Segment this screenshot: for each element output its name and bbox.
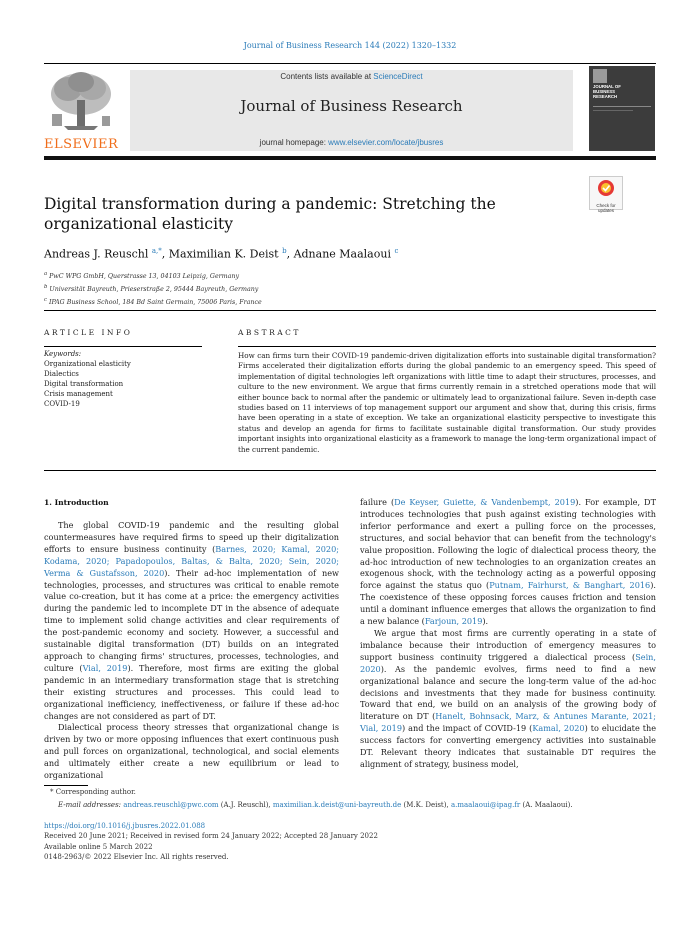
text-run: failure ( — [360, 497, 395, 507]
author-sup[interactable]: b — [282, 247, 287, 255]
article-info-heading: ARTICLE INFO — [44, 328, 133, 337]
tree-icon — [44, 70, 118, 132]
author-name: Maximilian K. Deist — [168, 247, 279, 261]
citation-link[interactable]: Putnam, Fairhurst, & Banghart, 2016 — [489, 580, 651, 591]
citation-link[interactable]: De Keyser, Guiette, & Vandenbempt, 2019 — [394, 497, 576, 507]
journal-citation[interactable]: Journal of Business Research 144 (2022) 1320–1332 — [243, 41, 457, 50]
check-updates-icon — [590, 177, 622, 199]
publisher-name: ELSEVIER — [44, 137, 119, 152]
affiliations — [44, 269, 262, 308]
affiliation-text: IPAG Business School, 184 Bd Saint Germain, 75006 Paris, France — [48, 299, 262, 307]
section-heading: 1. Introduction — [44, 498, 109, 507]
header-rule — [44, 63, 656, 64]
section-rule — [44, 310, 656, 311]
affiliation-text: PwC WPG GmbH, Querstrasse 13, 04103 Leipzig, Germany — [49, 273, 240, 281]
affiliation-sup: c — [44, 297, 47, 304]
homepage-line — [130, 138, 573, 147]
author-list: Andreas J. Reuschl $^{a,*}$, Maximilian K. Deist $^b$, Adnane Maalaoui $^c$ — [44, 247, 399, 261]
affiliation-sup: b — [44, 284, 48, 291]
corresponding-note: * Corresponding author. — [50, 788, 136, 796]
badge-label: Check for updates — [596, 203, 616, 213]
paragraph: Dialectical process theory stresses that organizational change is driven by two or more opposing influences that exert continuous push and pull forces on organizational, technological, and social elements and ultimately either create a new equilibrium or lead to organizational — [44, 722, 339, 781]
citation-link[interactable]: Sein, 2020 — [360, 651, 656, 674]
keywords-block — [44, 349, 202, 409]
affiliation-text: Universität Bayreuth, Prieserstraße 2, 95444 Bayreuth, Germany — [49, 286, 259, 294]
homepage-link[interactable]: www.elsevier.com/locate/jbusres — [328, 138, 444, 147]
keyword: Digital transformation — [44, 380, 124, 388]
affiliation — [44, 269, 262, 282]
affiliation — [44, 295, 262, 308]
paragraph — [360, 497, 656, 628]
body-column-right — [360, 497, 656, 771]
info-rule — [44, 346, 202, 347]
cover-line: JOURNAL OF — [593, 84, 621, 89]
publication-meta — [44, 821, 378, 863]
text-run: ). The coexistence of these opposing forces causes friction and tension until a dominant influence emerges that allows the organization to find a new balance ( — [360, 580, 656, 627]
citation-link[interactable]: Farjoun, 2019 — [424, 616, 483, 627]
cover-divider — [593, 106, 651, 107]
text-run: ) and the impact of COVID-19 ( — [402, 723, 533, 734]
paragraph — [44, 520, 339, 722]
affiliation-sup: a — [44, 271, 48, 277]
keywords-label: Keywords: — [44, 350, 82, 358]
citation-link[interactable]: Barnes, 2020; Kamal, 2020; Kodama, 2020; Papadopoulos, Baltas, & Balta, 2020; Sein, 2020; Verma & Gustafsson, 2020 — [44, 543, 339, 578]
author-name: Andreas J. Reuschl — [44, 247, 149, 261]
homepage-prefix: journal homepage: — [259, 138, 329, 147]
cover-line: RESEARCH — [593, 94, 618, 99]
copyright: 0148-2963/© 2022 Elsevier Inc. All rights reserved. — [44, 853, 229, 862]
author-sup[interactable]: a,* — [151, 247, 162, 255]
corresponding-text: Corresponding author. — [55, 788, 136, 796]
keyword: Dialectics — [44, 370, 79, 378]
email-line — [58, 801, 573, 809]
email-owner: (A. Maalaoui). — [522, 801, 573, 809]
body-column-left — [44, 520, 339, 782]
abstract-text: How can firms turn their COVID-19 pandemic-driven digitalization efforts into sustainable digital transformation? Firms accelerated their digitalization efforts during the global pandemic to an emergency speed. This speed of implementation of digital technologies left organizations with little time to adapt their structures, processes, and culture to the new environment. We argue that firms currently remain in a stretched operations mode that will either bounce back to normal after the pandemic or ultimately lead to organizational failure. Seven in-depth case studies based on 11 interviews of top management support our argument and show that, during this crisis, firms have been operating in a state of exception. We take an organizational elasticity perspective to investigate this status and develop an agenda for firms to facilitate sustainable digital transformation. Our study provides important insights into organizational elasticity as a framework to manage the long-term organizational impact of the current pandemic. — [238, 351, 656, 454]
text-run: ) to elucidate the success factors for converting emergency activities into sustainable DT. Relevant theory indicates that sustainable DT requires the alignment of strategy, business model, — [360, 723, 657, 769]
email-owner: (M.K. Deist), — [403, 801, 449, 809]
paragraph — [360, 628, 656, 771]
keyword: Organizational elasticity — [44, 360, 131, 368]
citation-link[interactable]: Vial, 2019 — [82, 662, 128, 673]
available-online: Available online 5 March 2022 — [44, 842, 153, 851]
cover-divider — [593, 110, 633, 111]
contents-prefix: Contents lists available at — [280, 72, 374, 81]
doi-link[interactable]: https://doi.org/10.1016/j.jbusres.2022.01.088 — [44, 822, 206, 830]
journal-title: Journal of Business Research — [240, 97, 463, 115]
article-title: Digital transformation during a pandemic: Stretching the organizational elasticity — [44, 195, 496, 233]
journal-cover[interactable] — [589, 66, 655, 151]
abstract-rule — [238, 346, 656, 347]
text-run: ). Therefore, most firms are exiting the global pandemic in an intermediary transformation stage that is stretching their existing structures and processes. This could lead to organizational inefficiency, ineffectiveness, or failure if these ad-hoc changes are not considered as part of DT. — [44, 662, 339, 721]
author-sup[interactable]: c — [394, 247, 399, 255]
email-link[interactable]: andreas.reuschl@pwc.com — [123, 801, 219, 809]
cover-line: BUSINESS — [593, 89, 615, 94]
keyword: COVID-19 — [44, 400, 80, 408]
received-dates: Received 20 June 2021; Received in revised form 24 January 2022; Accepted 28 January 2022 — [44, 832, 378, 841]
email-link[interactable]: maximilian.k.deist@uni-bayreuth.de — [272, 801, 402, 809]
sciencedirect-link[interactable]: ScienceDirect — [373, 72, 423, 81]
text-run: ). — [482, 616, 489, 627]
check-for-updates-badge[interactable] — [589, 176, 623, 213]
section-rule — [44, 470, 656, 471]
text-run: ). For example, DT introduces technologies that push against existing technologies with inferior performance and exert a pulling force on the processes, structures, and social behavior that can benefit from the technology's value proposition. Following the logic of dialectical process theory, the ad-hoc introduction of new technologies to an organization creates an exogenous shock, with the technology acting as a powerful opposing force against the status quo ( — [360, 497, 656, 591]
contents-line — [130, 72, 573, 81]
keyword: Crisis management — [44, 390, 113, 398]
text-run: ). As the pandemic evolves, firms need to find a new organizational balance and secure the long-term value of the ad-hoc decisions and investments that they made for business continuity. Toward that end, we build on an analysis of the growing body of literature on DT ( — [360, 663, 656, 722]
citation-link[interactable]: Kamal, 2020 — [532, 723, 585, 734]
footnote-rule — [44, 785, 88, 786]
citation-link[interactable]: Hanelt, Bohnsack, Marz, & Antunes Marante, 2021; Vial, 2019 — [360, 711, 656, 734]
cover-title — [593, 84, 621, 99]
email-owner: (A.J. Reuschl), — [220, 801, 271, 809]
text-run: ). Their ad-hoc implementation of new technologies, processes, and structures was critical to enable remote value co-creation, but it has come at a price: the emergency activities during the pandemic led to incomplete DT in the absence of adequate time to implement solid change activities and clear requirements of the post-pandemic economy and society. However, a successful and sustainable digital transformation (DT) builds on an integrated approach to changing firms' structures, processes, technologies, and culture ( — [44, 567, 339, 673]
email-link[interactable]: a.maalaoui@ipag.fr — [450, 801, 521, 809]
elsevier-logo — [44, 70, 118, 150]
author-name: Adnane Maalaoui — [293, 247, 391, 261]
affiliation — [44, 282, 262, 295]
cover-emblem-icon — [593, 69, 607, 83]
abstract-heading: ABSTRACT — [238, 328, 301, 337]
header-thick-rule — [44, 156, 656, 160]
email-label: E-mail addresses: — [58, 801, 122, 809]
text-run: We argue that most firms are currently operating in a state of imbalance because their introduction of emergency measures to support business continuity triggered a dialectical process ( — [360, 627, 656, 662]
text-run: The global COVID-19 pandemic and the resulting global countermeasures have required firms to speed up their digitalization efforts to ensure business continuity ( — [44, 520, 339, 554]
